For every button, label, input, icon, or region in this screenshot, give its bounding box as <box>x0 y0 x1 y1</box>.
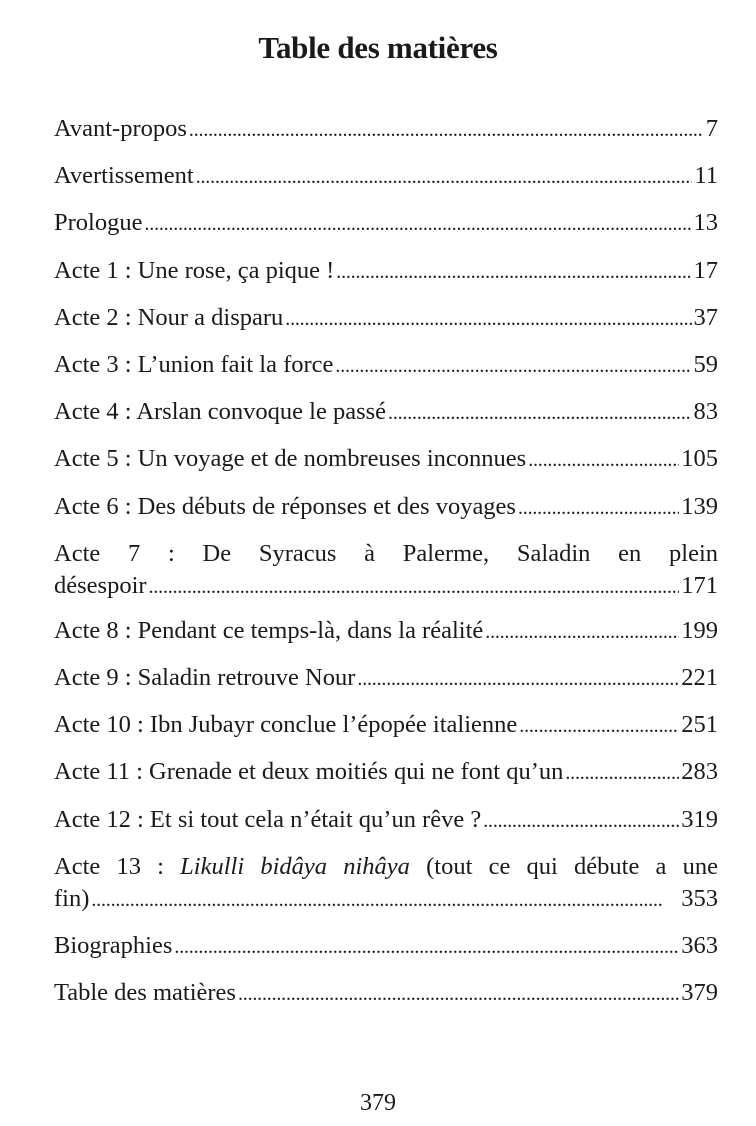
toc-entry-avant-propos[interactable] <box>54 106 718 153</box>
toc-entry-page: 37 <box>693 303 718 331</box>
dot-leader <box>388 389 691 436</box>
table-of-contents <box>54 106 718 1017</box>
toc-entry-page: 363 <box>681 931 718 959</box>
toc-entry-label: Acte 5 : Un voyage et de nombreuses inconnues <box>54 445 527 473</box>
page-title: Table des matières <box>258 30 498 65</box>
dot-leader <box>285 295 691 342</box>
dot-leader <box>335 342 691 389</box>
toc-entry-acte-11[interactable] <box>54 749 718 796</box>
toc-entry-page: 379 <box>681 979 718 1007</box>
dot-leader <box>518 484 679 531</box>
dot-leader <box>357 655 679 702</box>
toc-entry-page: 221 <box>681 664 718 692</box>
toc-entry-acte-6[interactable] <box>54 484 718 531</box>
toc-entry-label: Acte 9 : Saladin retrouve Nour <box>54 664 356 692</box>
toc-entry-acte-1[interactable] <box>54 248 718 295</box>
dot-leader <box>144 200 691 247</box>
dot-leader <box>565 749 679 796</box>
toc-entry-label: Acte 10 : Ibn Jubayr conclue l’épopée italienne <box>54 711 518 739</box>
toc-entry-label: Avant-propos <box>54 115 187 142</box>
toc-entry-label: Avertissement <box>54 162 194 190</box>
toc-entry-page: 105 <box>681 445 718 473</box>
toc-entry-page: 199 <box>681 616 718 644</box>
dot-leader <box>196 153 693 200</box>
toc-entry-acte-7[interactable] <box>54 531 718 608</box>
toc-entry-page: 59 <box>693 351 718 379</box>
toc-entry-page: 139 <box>681 492 718 520</box>
toc-entry-label: Acte 2 : Nour a disparu <box>54 303 284 331</box>
toc-entry-biographies[interactable] <box>54 923 718 970</box>
toc-entry-page: 319 <box>681 805 718 833</box>
toc-entry-page: 13 <box>693 209 718 237</box>
toc-entry-acte-2[interactable] <box>54 295 718 342</box>
toc-entry-page: 171 <box>681 571 718 599</box>
toc-entry-acte-12[interactable] <box>54 797 718 844</box>
toc-entry-acte-4[interactable] <box>54 389 718 436</box>
toc-entry-label: Acte 6 : Des débuts de réponses et des voyages <box>54 492 516 520</box>
dot-leader <box>149 571 680 602</box>
dot-leader <box>519 702 679 749</box>
toc-entry-avertissement[interactable] <box>54 153 718 200</box>
dot-leader <box>174 923 679 970</box>
dot-leader <box>485 608 679 655</box>
dot-leader <box>336 248 691 295</box>
toc-entry-label-line1 <box>54 850 718 884</box>
toc-entry-label-line1: Acte 7 : De Syracus à Palerme, Saladin en plein <box>54 539 718 567</box>
toc-entry-acte-5[interactable] <box>54 436 718 483</box>
toc-entry-label: Biographies <box>54 931 173 959</box>
toc-entry-prologue[interactable] <box>54 200 718 247</box>
dot-leader <box>528 436 679 483</box>
toc-entry-label: Table des matières <box>54 979 236 1007</box>
dot-leader <box>483 797 679 844</box>
toc-entry-acte-10[interactable] <box>54 702 718 749</box>
toc-entry-label: Acte 12 : Et si tout cela n’était qu’un rêve ? <box>54 805 482 833</box>
dot-leader <box>91 884 679 915</box>
toc-entry-label: Acte 8 : Pendant ce temps-là, dans la réalité <box>54 616 484 644</box>
toc-entry-label: Prologue <box>54 209 143 237</box>
toc-entry-label: Acte 1 : Une rose, ça pique ! <box>54 256 335 284</box>
toc-entry-label-line2: désespoir <box>54 571 147 599</box>
toc-entry-page: 251 <box>681 711 718 739</box>
toc-entry-label: Acte 4 : Arslan convoque le passé <box>54 398 387 426</box>
toc-entry-page: 11 <box>694 162 718 190</box>
toc-entry-acte-3[interactable] <box>54 342 718 389</box>
toc-entry-label-prefix: Acte 13 : <box>54 852 181 880</box>
dot-leader <box>189 106 704 153</box>
toc-entry-acte-9[interactable] <box>54 655 718 702</box>
toc-entry-acte-13[interactable] <box>54 844 718 923</box>
toc-entry-page: 353 <box>681 884 718 912</box>
toc-entry-page: 17 <box>693 256 718 284</box>
toc-entry-table-des-matieres[interactable] <box>54 970 718 1017</box>
toc-entry-label: Acte 3 : L’union fait la force <box>54 351 334 379</box>
toc-entry-label: Acte 11 : Grenade et deux moitiés qui ne font qu’un <box>54 758 564 786</box>
toc-entry-page: 7 <box>705 115 718 142</box>
toc-entry-label-italic: Likulli bidâya nihâya <box>180 852 410 880</box>
toc-entry-acte-8[interactable] <box>54 608 718 655</box>
toc-entry-page: 83 <box>693 398 718 426</box>
toc-entry-label-line2: fin) <box>54 884 90 912</box>
toc-entry-page: 283 <box>681 758 718 786</box>
page-number: 379 <box>360 1090 396 1116</box>
dot-leader <box>238 970 679 1017</box>
toc-entry-label-suffix: (tout ce qui débute a une <box>409 852 718 880</box>
